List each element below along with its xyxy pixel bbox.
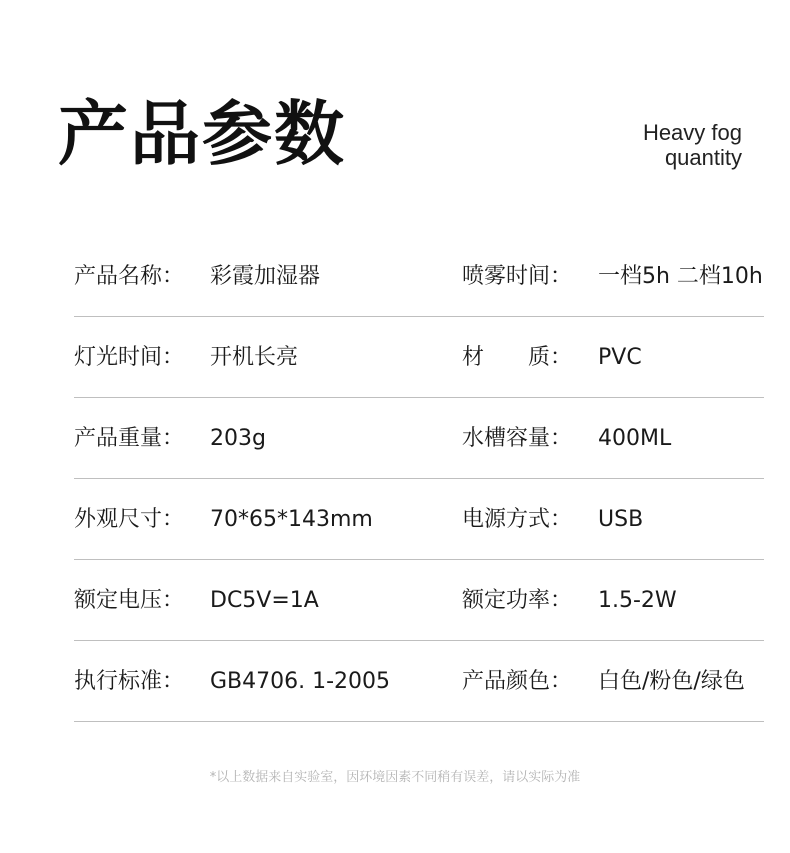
spec-value: DC5V=1A	[210, 588, 319, 613]
disclaimer-footnote: *以上数据来自实验室，因环境因素不同稍有误差，请以实际为准	[209, 770, 581, 785]
spec-label: 材 质：	[462, 345, 573, 370]
page-subtitle	[643, 120, 742, 170]
spec-value: 1.5-2W	[598, 588, 677, 613]
spec-label: 外观尺寸：	[74, 507, 185, 532]
spec-label: 喷雾时间：	[462, 264, 573, 289]
spec-label: 额定功率：	[462, 588, 573, 613]
spec-label: 产品重量：	[74, 426, 185, 451]
spec-value: 203g	[210, 426, 266, 451]
spec-value: 彩霞加湿器	[210, 264, 321, 289]
spec-value: USB	[598, 507, 644, 532]
spec-label: 产品名称：	[74, 264, 185, 289]
spec-label: 执行标准：	[74, 669, 185, 694]
spec-value: 70*65*143mm	[210, 507, 373, 532]
spec-row	[74, 560, 764, 641]
spec-value: GB4706. 1-2005	[210, 669, 391, 694]
spec-table	[74, 236, 764, 722]
spec-value: 开机长亮	[210, 345, 299, 370]
spec-label: 灯光时间：	[74, 345, 185, 370]
spec-row	[74, 236, 764, 317]
spec-row	[74, 479, 764, 560]
spec-label: 产品颜色：	[462, 669, 573, 694]
spec-value: PVC	[598, 345, 642, 370]
subtitle-line-1: Heavy fog	[642, 120, 742, 145]
subtitle-line-2: quantity	[664, 145, 742, 170]
spec-label: 水槽容量：	[462, 426, 573, 451]
spec-value: 400ML	[598, 426, 672, 451]
spec-row	[74, 641, 764, 722]
spec-label: 电源方式：	[462, 507, 573, 532]
spec-value: 一档5h 二档10h	[598, 264, 763, 289]
spec-row	[74, 317, 764, 398]
spec-label: 额定电压：	[74, 588, 185, 613]
page-title: 产品参数	[58, 93, 346, 175]
spec-value: 白色/粉色/绿色	[598, 669, 745, 694]
spec-row	[74, 398, 764, 479]
